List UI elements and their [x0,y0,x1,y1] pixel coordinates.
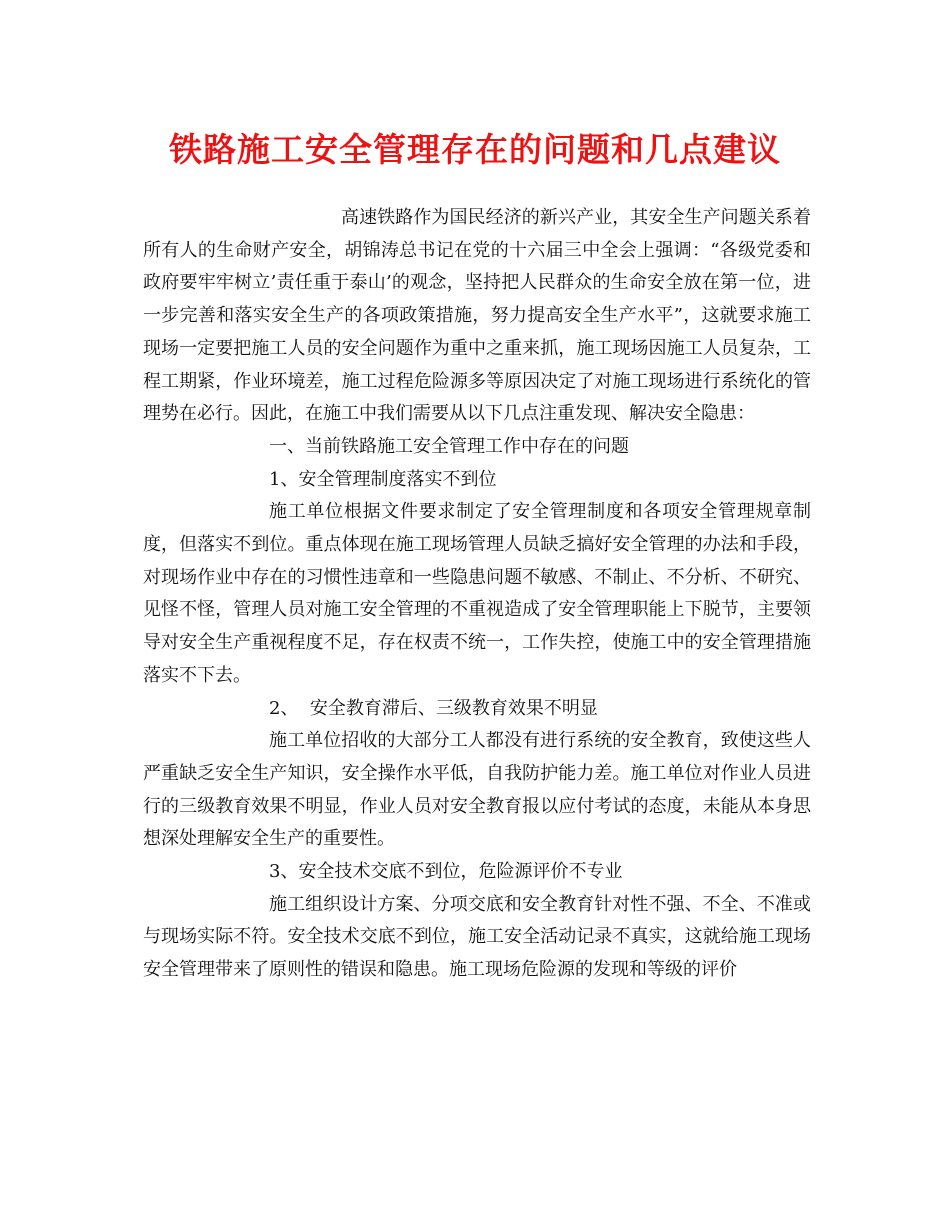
document-title: 铁路施工安全管理存在的问题和几点建议 [169,130,781,169]
body-paragraph-2: 施工单位招收的大部分工人都没有进行系统的安全教育，致使这些人严重缺乏安全生产知识，安全操作水平低，自我防护能力差。施工单位对作业人员进行的三级教育效果不明显，作业人员对安全教育报以应付考试的态度，未能从本身思想深处理解安全生产的重要性。 [143,730,811,850]
body-paragraph-1: 施工单位根据文件要求制定了安全管理制度和各项安全管理规章制度，但落实不到位。重点体现在施工现场管理人员缺乏搞好安全管理的办法和手段，对现场作业中存在的习惯性违章和一些隐患问题不敏感、不制止、不分析、不研究、见怪不怪，管理人员对施工安全管理的不重视造成了安全管理职能上下脱节，主要领导对安全生产重视程度不足，存在权责不统一，工作失控，使施工中的安全管理措施落实不下去。 [143,501,811,686]
intro-paragraph: 高速铁路作为国民经济的新兴产业，其安全生产问题关系着所有人的生命财产安全，胡锦涛总书记在党的十六届三中全会上强调：“各级党委和政府要牢牢树立’责任重于泰山’的观念，坚持把人民群众的生命安全放在第一位，进一步完善和落实安全生产的各项政策措施，努力提高安全生产水平”，这就要求施工现场一定要把施工人员的安全问题作为重中之重来抓，施工现场因施工人员复杂，工程工期紧，作业环境差，施工过程危险源多等原因决定了对施工现场进行系统化的管理势在必行。因此，在施工中我们需要从以下几点注重发现、解决安全隐患： [143,207,811,425]
subheading-2: 2、 安全教育滞后、三级教育效果不明显 [269,697,598,719]
section-heading-problems: 一、当前铁路施工安全管理工作中存在的问题 [269,435,629,457]
body-paragraph-3: 施工组织设计方案、分项交底和安全教育针对性不强、不全、不准或与现场实际不符。安全技术交底不到位，施工安全活动记录不真实，这就给施工现场安全管理带来了原则性的错误和隐患。施工现场危险源的发现和等级的评价 [143,893,811,981]
subheading-1: 1、安全管理制度落实不到位 [269,468,497,490]
subheading-3: 3、安全技术交底不到位，危险源评价不专业 [269,861,623,883]
document-body [143,202,811,987]
